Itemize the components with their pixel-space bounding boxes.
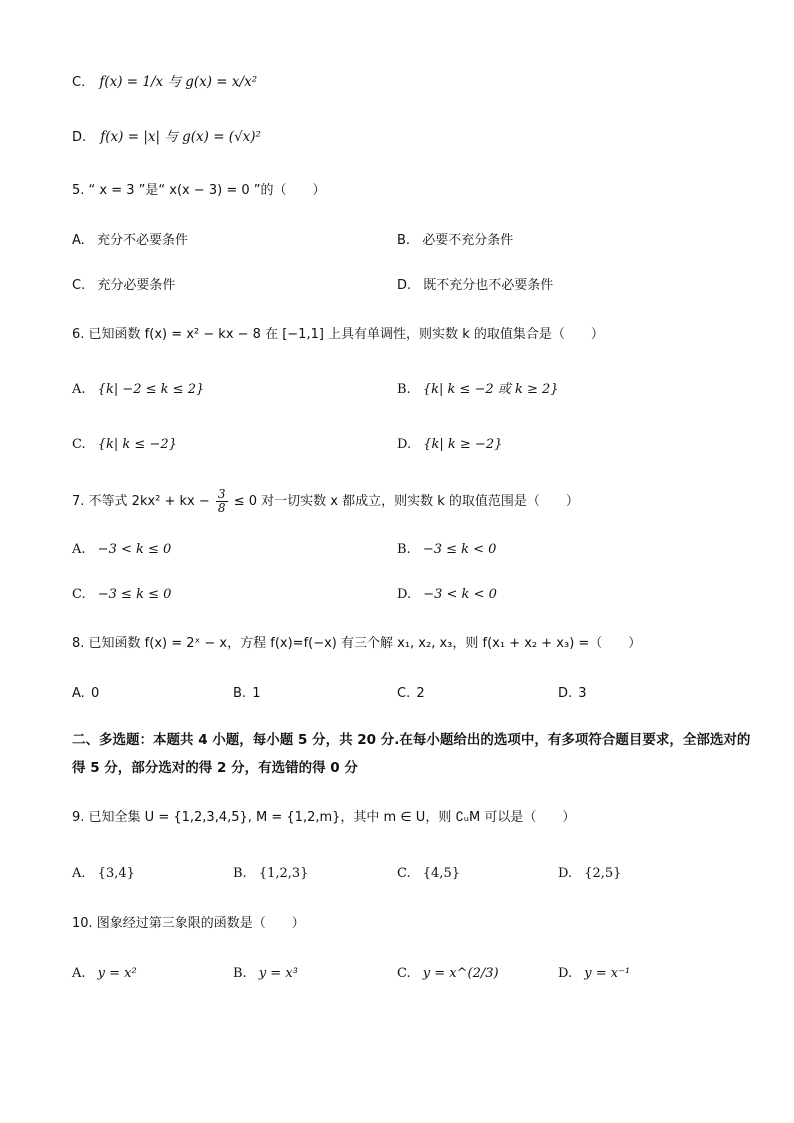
q10-option-a[interactable] xyxy=(72,964,137,984)
fraction-numerator: 3 xyxy=(217,487,226,501)
q5-stem: 5. “ x = 3 ”是“ x(x − 3) = 0 ”的（ ） xyxy=(72,183,326,198)
option-label: D. xyxy=(72,130,87,145)
option-text: 既不充分也不必要条件 xyxy=(423,278,554,293)
option-text: f(x) = |x| 与 g(x) = (√x)² xyxy=(100,129,261,145)
q4-option-d[interactable] xyxy=(72,127,261,148)
q10-option-d[interactable] xyxy=(558,964,630,984)
option-label: A. xyxy=(72,233,85,248)
option-text: {3,4} xyxy=(97,866,135,881)
option-label: C. xyxy=(397,866,411,881)
q9-stem: 9. 已知全集 U = {1,2,3,4,5}, M = {1,2,m}，其中 m ∈ U，则 ∁ᵤM 可以是（ ） xyxy=(72,810,576,825)
option-label: D. xyxy=(397,437,412,452)
q10-option-b[interactable] xyxy=(233,964,298,984)
q9-option-a[interactable] xyxy=(72,864,135,884)
q7-stem-part-b: ≤ 0 对一切实数 x 都成立，则实数 k 的取值范围是（ ） xyxy=(233,494,579,509)
option-text: y = x^(2/3) xyxy=(422,966,499,981)
option-text: y = x² xyxy=(97,966,137,981)
option-text: 必要不充分条件 xyxy=(422,233,514,248)
option-label: D. xyxy=(558,866,573,881)
q7-option-a[interactable] xyxy=(72,540,171,560)
option-text: −3 ≤ k < 0 xyxy=(422,542,497,557)
q6-option-c[interactable] xyxy=(72,435,177,455)
option-text: −3 ≤ k ≤ 0 xyxy=(97,587,172,602)
option-label: C. xyxy=(397,686,411,701)
q5-option-a[interactable] xyxy=(72,231,188,251)
q7-stem xyxy=(72,488,579,515)
q5-option-c[interactable] xyxy=(72,276,175,296)
option-text: {4,5} xyxy=(422,866,460,881)
q8-stem: 8. 已知函数 f(x) = 2ˣ − x，方程 f(x)=f(−x) 有三个解 x₁, x₂, x₃，则 f(x₁ + x₂ + x₃) =（ ） xyxy=(72,636,642,651)
option-label: C. xyxy=(72,587,86,602)
option-label: D. xyxy=(397,587,412,602)
option-text: {k| k ≤ −2 或 k ≥ 2} xyxy=(422,382,559,397)
q5-option-d[interactable] xyxy=(397,276,553,296)
option-label: A. xyxy=(72,382,86,397)
option-label: B. xyxy=(233,686,247,701)
option-label: B. xyxy=(233,966,247,981)
option-label: C. xyxy=(72,437,86,452)
option-label: A. xyxy=(72,966,86,981)
q7-option-b[interactable] xyxy=(397,540,496,560)
option-text: y = x⁻¹ xyxy=(584,966,631,981)
q7-stem-part-a: 7. 不等式 2kx² + kx − xyxy=(72,494,210,509)
option-text: 0 xyxy=(90,686,100,701)
option-text: {k| −2 ≤ k ≤ 2} xyxy=(97,382,205,397)
fraction xyxy=(216,488,228,515)
q6-option-a[interactable] xyxy=(72,380,204,400)
option-label: D. xyxy=(397,278,412,293)
option-text: −3 < k < 0 xyxy=(423,587,497,602)
section-heading-multiple-choice: 二、多选题：本题共 4 小题，每小题 5 分，共 20 分.在每小题给出的选项中，有多项符合题目要求，全部选对的得 5 分，部分选对的得 2 分，有选错的得 0 分 xyxy=(72,732,751,776)
q8-option-a[interactable] xyxy=(72,684,99,704)
option-text: {1,2,3} xyxy=(258,866,309,881)
option-text: 充分不必要条件 xyxy=(96,233,188,248)
option-label: B. xyxy=(397,382,411,397)
option-text: {k| k ≤ −2} xyxy=(97,437,177,452)
q8-option-c[interactable] xyxy=(397,684,425,704)
option-label: C. xyxy=(72,75,86,90)
option-label: D. xyxy=(558,966,573,981)
fraction-denominator: 8 xyxy=(217,501,226,515)
option-label: A. xyxy=(72,542,86,557)
q10-option-c[interactable] xyxy=(397,964,499,984)
option-label: C. xyxy=(397,966,411,981)
q10-stem: 10. 图象经过第三象限的函数是（ ） xyxy=(72,916,305,931)
option-label: B. xyxy=(233,866,247,881)
q8-option-d[interactable] xyxy=(558,684,587,704)
q6-option-b[interactable] xyxy=(397,380,559,400)
option-text: 1 xyxy=(252,686,261,701)
option-text: f(x) = 1/x 与 g(x) = x/x² xyxy=(99,74,258,90)
q6-stem: 6. 已知函数 f(x) = x² − kx − 8 在 [−1,1] 上具有单调性，则实数 k 的取值集合是（ ） xyxy=(72,327,604,342)
option-text: 3 xyxy=(578,686,587,701)
option-label: C. xyxy=(72,278,86,293)
option-text: {k| k ≥ −2} xyxy=(423,437,503,452)
q4-option-c[interactable] xyxy=(72,72,257,93)
option-text: −3 < k ≤ 0 xyxy=(97,542,172,557)
option-label: B. xyxy=(397,542,411,557)
option-label: D. xyxy=(558,686,573,701)
option-text: y = x³ xyxy=(258,966,298,981)
q7-option-d[interactable] xyxy=(397,585,497,605)
q6-option-d[interactable] xyxy=(397,435,502,455)
q8-option-b[interactable] xyxy=(233,684,260,704)
q9-option-c[interactable] xyxy=(397,864,460,884)
option-text: 2 xyxy=(416,686,425,701)
option-label: A. xyxy=(72,686,85,701)
q9-option-b[interactable] xyxy=(233,864,308,884)
q9-option-d[interactable] xyxy=(558,864,621,884)
q7-option-c[interactable] xyxy=(72,585,171,605)
option-text: 充分必要条件 xyxy=(97,278,176,293)
option-label: A. xyxy=(72,866,86,881)
q5-option-b[interactable] xyxy=(397,231,513,251)
option-label: B. xyxy=(397,233,411,248)
option-text: {2,5} xyxy=(584,866,622,881)
